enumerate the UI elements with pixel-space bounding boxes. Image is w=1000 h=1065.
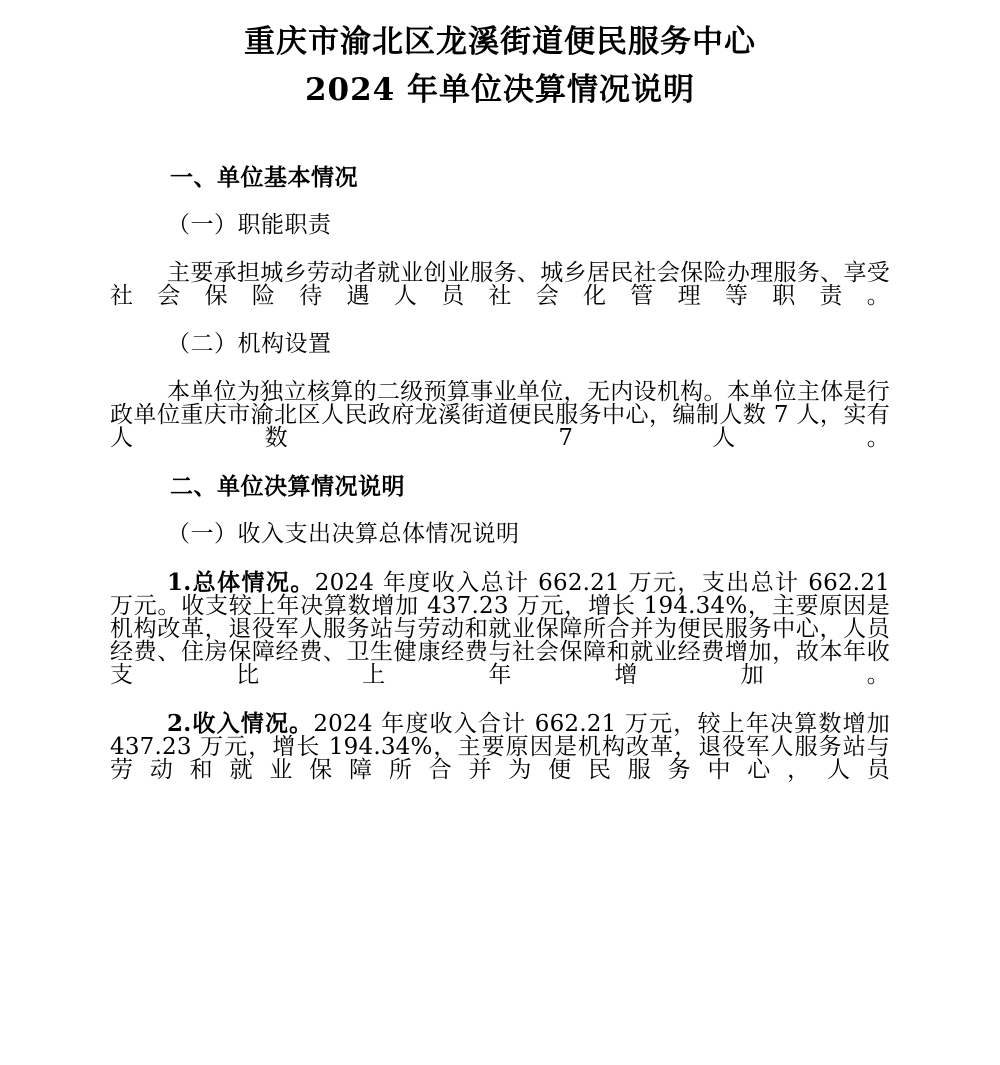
spacer [110, 237, 890, 262]
item-1-lead: 1.总体情况。 [167, 569, 315, 597]
item-2-lead: 2.收入情况。 [167, 710, 314, 738]
spacer [110, 308, 890, 333]
paragraph-organization: 本单位为独立核算的二级预算事业单位，无内设机构。本单位主体是行政单位重庆市渝北区人民政府龙溪街道便民服务中心，编制人数 7 人，实有人数 7 人。 [110, 379, 890, 452]
spacer [110, 356, 890, 381]
spacer [110, 687, 890, 712]
section-heading-2: 二、单位决算情况说明 [170, 473, 405, 501]
paragraph-item-2 [110, 712, 890, 782]
page-title-line-2: 2024 年单位决算情况说明 [304, 72, 696, 109]
section-heading-1: 一、单位基本情况 [170, 164, 358, 192]
item-1-body: 2024 年度收入总计 662.21 万元，支出总计 662.21 万元。收支较上年决算数增加 437.23 万元，增长 194.34%，主要原因是机构改革，退役军人服务站与劳动和就业保障所合并为便民服务中心，人员经费、住房保障经费、卫生健康经费与社会保障和就业经费增加，故本年收支比上年增加。 [110, 570, 890, 689]
page-title-line-1: 重庆市渝北区龙溪街道便民服务中心 [244, 24, 756, 60]
subsection-heading-1-2: （二）机构设置 [167, 331, 332, 358]
item-2-body: 2024 年度收入合计 662.21 万元，较上年决算数增加 437.23 万元，增长 194.34%，主要原因是机构改革，退役军人服务站与劳动和就业保障所合并为便民服务中心，人员 [110, 711, 890, 784]
title-spacer [110, 114, 890, 166]
page-title [110, 18, 890, 114]
spacer [110, 189, 890, 214]
subsection-heading-2-1: （一）收入支出决算总体情况说明 [167, 521, 520, 548]
paragraph-duties: 主要承担城乡劳动者就业创业服务、城乡居民社会保险办理服务、享受社会保险待遇人员社会化管理等职责。 [110, 260, 890, 310]
spacer [110, 498, 890, 523]
paragraph-item-1 [110, 571, 890, 687]
spacer [110, 546, 890, 571]
spacer [110, 450, 890, 475]
subsection-heading-1-1: （一）职能职责 [167, 212, 332, 239]
